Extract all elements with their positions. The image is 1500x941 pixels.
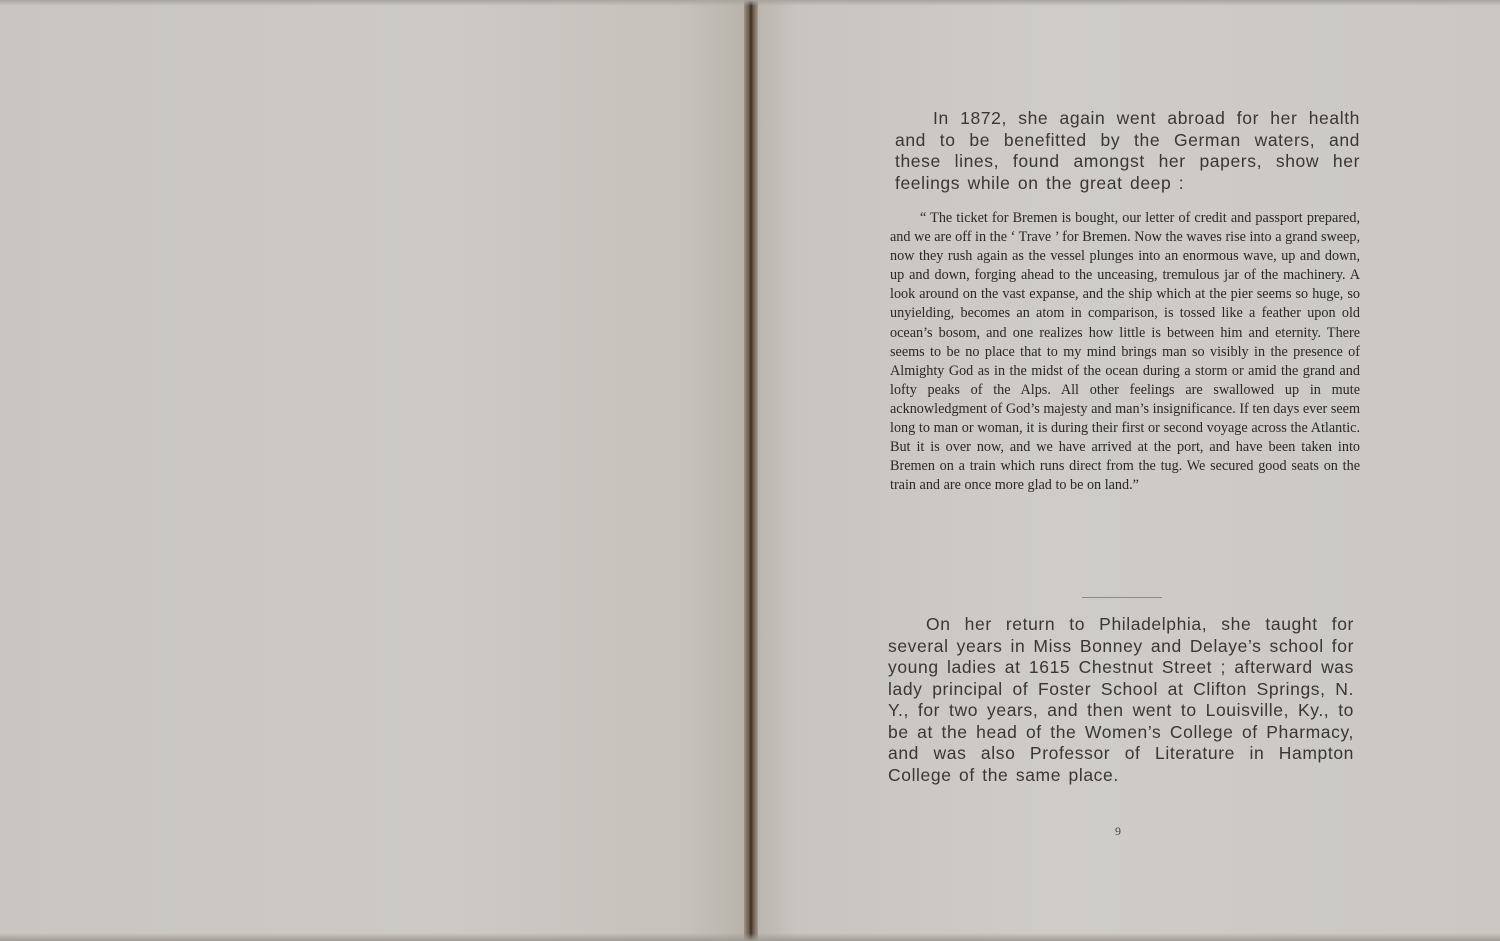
quote-paragraph: “ The ticket for Bremen is bought, our letter of credit and passport prepared, and we are off in the ‘ Trave ’ for Bremen. Now the waves rise into a grand sweep, now they rush again as the vessel plunges into an enormous wave, up and down, up and down, forging ahead to the unceasing, tremulous jar of the machinery. A look around on the vast expanse, and the ship which at the pier seems so huge, so unyielding, becomes an atom in comparison, is tossed like a feather upon old ocean’s bosom, and one realizes how little is between him and eternity. There seems to be no place that to my mind brings man so visibly in the presence of Almighty God as in the midst of the ocean during a storm or amid the grand and lofty peaks of the Alps. All other feelings are swallowed up in mute acknowledgment of God’s majesty and man’s insignificance. If ten days ever seem long to man or woman, it is during their first or second voyage across the Atlantic. But it is over now, and we have arrived at the port, and have been taken into Bremen on a train which runs direct from the tug. We secured good seats on the train and are once more glad to be on land.” [890, 210, 1360, 494]
book-gutter [744, 0, 758, 941]
quote-block [890, 209, 1360, 495]
paragraph-2: On her return to Philadelphia, she taught for several years in Miss Bonney and Delaye’s school for young ladies at 1615 Chestnut Street ; afterward was lady principal of Foster School at Clifton Springs, N. Y., for two years, and then went to Louisville, Ky., to be at the head of the Women’s College of Pharmacy, and was also Professor of Literature in Hampton College of the same place. [888, 614, 1354, 785]
section-divider [1082, 597, 1162, 598]
paragraph-1: In 1872, she again went abroad for her health and to be benefitted by the German waters, and these lines, found amongst her papers, show her feelings while on the great deep : [895, 108, 1360, 193]
top-page-edge [0, 0, 1500, 6]
paragraph-2-block [888, 614, 1354, 786]
page-number: 9 [1115, 824, 1121, 838]
bottom-page-edge [0, 933, 1500, 941]
paragraph-1-block [895, 108, 1360, 194]
left-page-blank [0, 0, 748, 941]
